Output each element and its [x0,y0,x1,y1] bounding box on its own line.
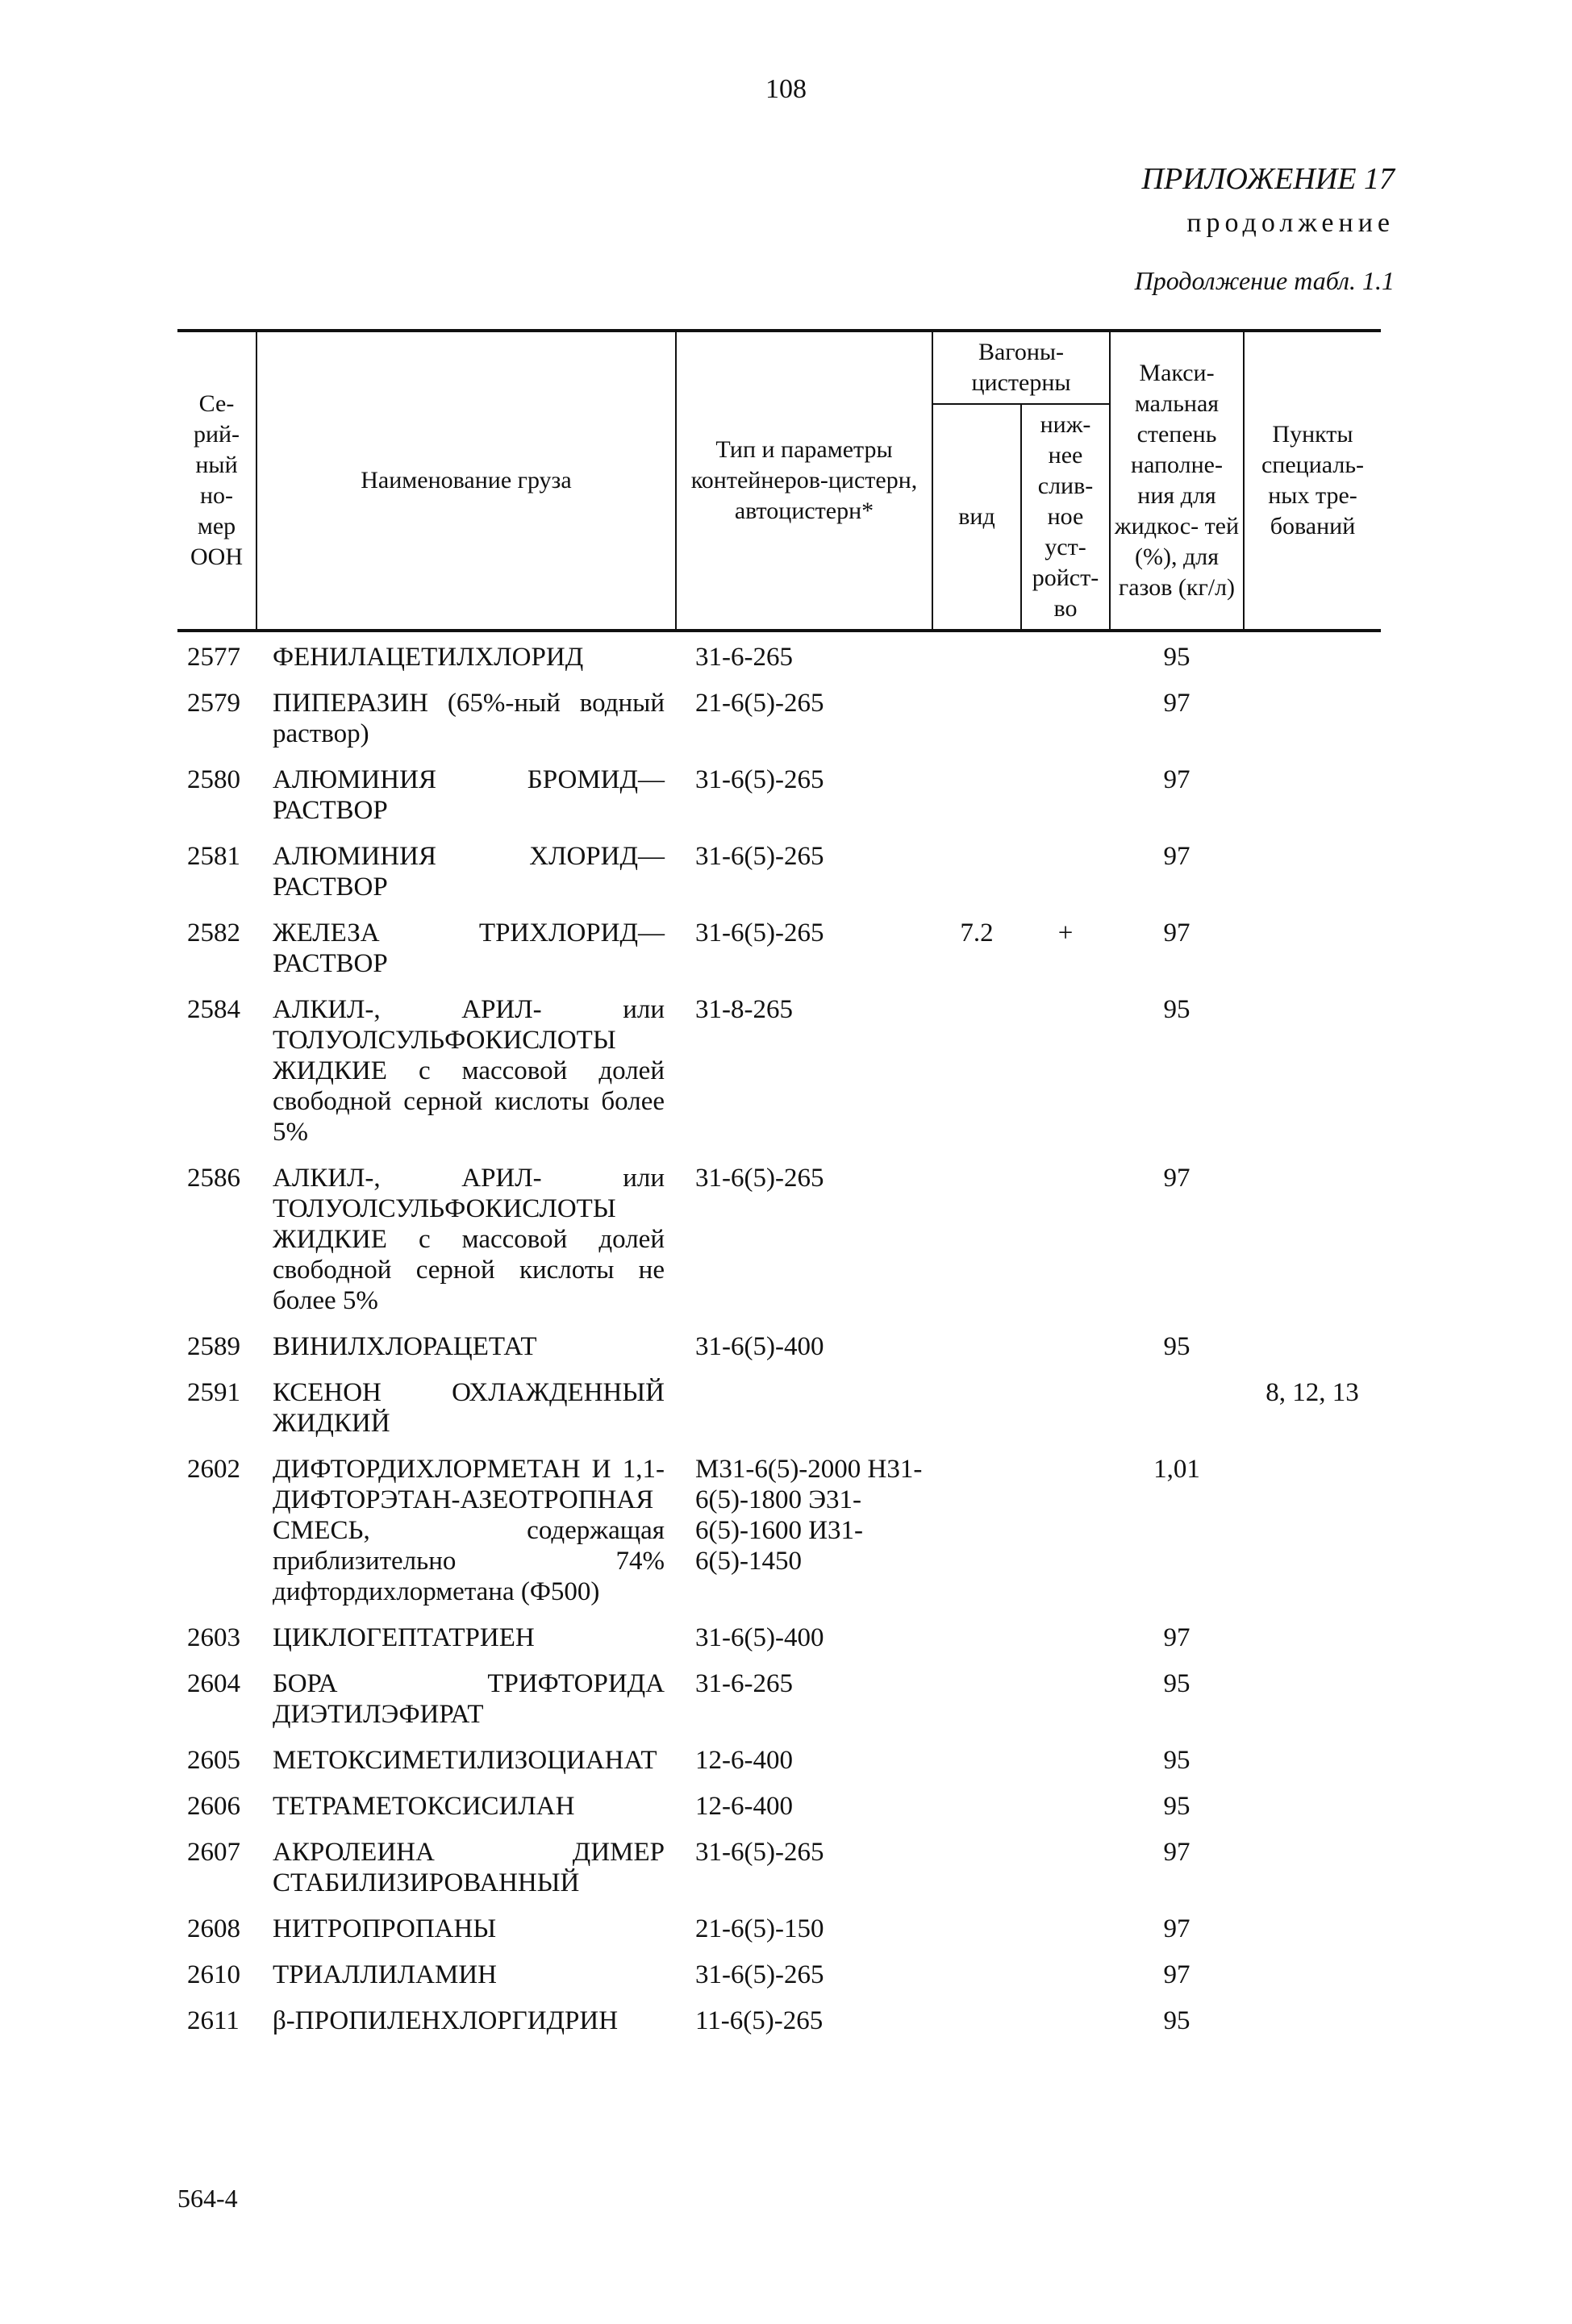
cell-cargo-name: КСЕНОН ОХЛАЖДЕННЫЙ ЖИДКИЙ [273,1378,665,1438]
cell-special-points [1244,1668,1381,1745]
cell-wagon-type [932,1622,1021,1668]
cell-bottom-drain [1021,631,1110,688]
cell-special-points [1244,994,1381,1163]
cell-bottom-drain [1021,1668,1110,1745]
cell-special-points [1244,1837,1381,1914]
table-continuation-note: Продолжение табл. 1.1 [1134,266,1395,295]
cell-cargo-name: АЛКИЛ-, АРИЛ- или ТОЛУОЛСУЛЬФОКИСЛОТЫ ЖИДКИЕ с массовой долей свободной серной кислоты более 5% [273,995,665,1147]
cell-wagon-type [932,688,1021,764]
cell-cargo-name: АЛЮМИНИЯ ХЛОРИД— РАСТВОР [273,842,665,902]
cell-wagon-type [932,1668,1021,1745]
cell-max-fill: 95 [1163,643,1190,672]
cell-max-fill: 95 [1163,995,1190,1024]
cell-tank-params [676,1377,932,1454]
cell-tank-params: 31-6(5)-400 [695,1332,824,1361]
cell-tank-params: 31-6(5)-265 [695,765,824,794]
table-row [177,1377,1381,1454]
cell-wagon-type [932,1163,1021,1331]
header-name: Наименование груза [256,331,676,631]
cell-tank-params: 31-8-265 [695,995,793,1024]
cell-max-fill [1110,1377,1244,1454]
cell-bottom-drain [1021,1454,1110,1622]
cell-cargo-name: АКРОЛЕИНА ДИМЕР СТАБИЛИЗИРОВАННЫЙ [273,1838,665,1897]
cell-serial: 2604 [187,1669,240,1698]
cell-wagon-type [932,631,1021,688]
table-row [177,918,1381,994]
table-row [177,1791,1381,1837]
header-wagons: Вагоны-цистерны [932,331,1110,404]
cell-bottom-drain [1021,1163,1110,1331]
appendix-title: ПРИЛОЖЕНИЕ 17 [1141,162,1395,196]
cell-max-fill: 95 [1163,1792,1190,1821]
cell-special-points [1244,841,1381,918]
cell-tank-params: 31-6(5)-265 [695,1960,824,1989]
cell-special-points [1244,1914,1381,1960]
cell-wagon-type [932,1745,1021,1791]
cell-serial: 2582 [187,918,240,948]
page-number: 108 [765,74,807,104]
table-row [177,1914,1381,1960]
cell-bottom-drain [1021,1837,1110,1914]
table-header [177,331,1381,631]
table-row [177,1622,1381,1668]
table-row [177,1960,1381,2005]
cell-bottom-drain [1021,764,1110,841]
cell-bottom-drain [1021,688,1110,764]
cell-tank-params: 31-6(5)-400 [695,1623,824,1652]
cell-cargo-name: ВИНИЛХЛОРАЦЕТАТ [273,1332,537,1361]
header-special-points: Пункты специаль- ных тре- бований [1244,331,1381,631]
cell-tank-params: 12-6-400 [695,1746,793,1775]
footer-code: 564-4 [177,2184,238,2213]
cell-serial: 2589 [187,1332,240,1361]
cell-cargo-name: ДИФТОРДИХЛОРМЕТАН И 1,1-ДИФТОРЭТАН-АЗЕОТРОПНАЯ СМЕСЬ, содержащая приблизительно 74% дифтордихлорметана (Ф500) [273,1455,665,1606]
cargo-table-container [177,329,1381,2051]
cell-max-fill: 97 [1163,1623,1190,1652]
cell-tank-params: 31-6(5)-265 [695,1164,824,1193]
cell-max-fill: 97 [1163,1838,1190,1867]
table-row [177,1668,1381,1745]
cell-wagon-type [932,1377,1021,1454]
cell-cargo-name: БОРА ТРИФТОРИДА ДИЭТИЛЭФИРАТ [273,1669,665,1729]
cell-bottom-drain [1021,1745,1110,1791]
table-row [177,994,1381,1163]
header-wagons-type: вид [932,404,1021,631]
cell-bottom-drain [1021,1791,1110,1837]
cell-max-fill: 97 [1163,1914,1190,1943]
header-wagons-bottom-drain: ниж- нее слив- ное уст- ройст- во [1021,404,1110,631]
cell-max-fill: 97 [1163,1164,1190,1193]
cell-cargo-name: ЦИКЛОГЕПТАТРИЕН [273,1623,535,1652]
cell-tank-params: 31-6-265 [695,1669,793,1698]
table-row [177,631,1381,688]
cell-special-points [1244,1163,1381,1331]
table-row [177,688,1381,764]
cell-wagon-type [932,1960,1021,2005]
cell-max-fill: 97 [1163,1960,1190,1989]
table-row [177,1163,1381,1331]
cell-special-points [1244,1454,1381,1622]
cell-tank-params: 31-6(5)-265 [695,1838,824,1867]
table-row [177,764,1381,841]
cell-max-fill: 95 [1163,2006,1190,2035]
cell-serial: 2611 [187,2006,240,2035]
continued-label: продолжение [1186,208,1395,238]
cell-cargo-name: АЛЮМИНИЯ БРОМИД— РАСТВОР [273,765,665,825]
cell-wagon-type [932,1791,1021,1837]
table-row [177,1454,1381,1622]
cell-bottom-drain [1021,1331,1110,1377]
cell-max-fill: 97 [1163,918,1190,948]
cell-tank-params: 11-6(5)-265 [695,2006,824,2035]
cell-bottom-drain [1021,1377,1110,1454]
cell-cargo-name: ПИПЕРАЗИН (65%-ный водный раствор) [273,689,665,748]
cell-cargo-name: ФЕНИЛАЦЕТИЛХЛОРИД [273,643,584,672]
cell-wagon-type [932,1331,1021,1377]
cell-special-points [1244,631,1381,688]
cell-max-fill: 97 [1163,689,1190,718]
cell-special-points [1244,918,1381,994]
cell-special-points [1244,1331,1381,1377]
cell-cargo-name: ТРИАЛЛИЛАМИН [273,1960,497,1989]
cell-cargo-name: ТЕТРАМЕТОКСИСИЛАН [273,1792,575,1821]
cell-serial: 2581 [187,842,240,871]
cell-cargo-name: НИТРОПРОПАНЫ [273,1914,497,1943]
cell-tank-params: М31-6(5)-2000 Н31-6(5)-1800 Э31-6(5)-1600 И31-6(5)-1450 [695,1455,923,1576]
cell-serial: 2608 [187,1914,240,1943]
cell-serial: 2580 [187,765,240,794]
cell-wagon-type: 7.2 [960,918,994,948]
cell-serial: 2584 [187,995,240,1024]
table-body [177,631,1381,2051]
cell-special-points [1244,1622,1381,1668]
cell-special-points [1244,764,1381,841]
cell-special-points [1244,1745,1381,1791]
cell-serial: 2606 [187,1792,240,1821]
table-row [177,1837,1381,1914]
cell-wagon-type [932,994,1021,1163]
table-row [177,841,1381,918]
cell-cargo-name: β-ПРОПИЛЕНХЛОРГИДРИН [273,2006,619,2035]
cell-tank-params: 31-6(5)-265 [695,842,824,871]
cell-tank-params: 31-6-265 [695,643,793,672]
cell-bottom-drain [1021,841,1110,918]
cell-cargo-name: ЖЕЛЕЗА ТРИХЛОРИД— РАСТВОР [273,918,665,978]
cargo-table [177,329,1381,2051]
cell-wagon-type [932,1914,1021,1960]
cell-bottom-drain [1021,994,1110,1163]
cell-cargo-name: АЛКИЛ-, АРИЛ- или ТОЛУОЛСУЛЬФОКИСЛОТЫ ЖИДКИЕ с массовой долей свободной серной кислоты не более 5% [273,1164,665,1315]
cell-cargo-name: МЕТОКСИМЕТИЛИЗОЦИАНАТ [273,1746,657,1775]
cell-max-fill: 97 [1163,765,1190,794]
cell-tank-params: 12-6-400 [695,1792,793,1821]
cell-max-fill: 95 [1163,1746,1190,1775]
cell-bottom-drain: + [1057,918,1074,948]
header-serial: Се- рий- ный но- мер ООН [177,331,256,631]
cell-serial: 2579 [187,689,240,718]
cell-tank-params: 31-6(5)-265 [695,918,824,948]
table-row [177,1331,1381,1377]
cell-bottom-drain [1021,1622,1110,1668]
cell-serial: 2603 [187,1623,240,1652]
table-row [177,1745,1381,1791]
cell-wagon-type [932,841,1021,918]
header-max-fill: Макси- мальная степень наполне- ния для жидкос- тей (%), для газов (кг/л) [1110,331,1244,631]
cell-serial: 2577 [187,643,240,672]
cell-wagon-type [932,1837,1021,1914]
cell-serial: 2605 [187,1746,240,1775]
cell-serial: 2602 [187,1455,240,1484]
cell-max-fill: 95 [1163,1669,1190,1698]
cell-wagon-type [932,764,1021,841]
cell-tank-params: 21-6(5)-150 [695,1914,824,1943]
header-tank-params: Тип и параметры контейнеров-цистерн, автоцистерн* [676,331,932,631]
cell-wagon-type [932,2005,1021,2051]
cell-tank-params: 21-6(5)-265 [695,689,824,718]
cell-serial: 2610 [187,1960,240,1989]
cell-serial: 2586 [187,1164,240,1193]
cell-max-fill: 97 [1163,842,1190,871]
table-row [177,2005,1381,2051]
cell-max-fill: 1,01 [1153,1455,1200,1484]
cell-wagon-type [932,1454,1021,1622]
cell-special-points [1244,688,1381,764]
cell-special-points: 8, 12, 13 [1266,1378,1359,1407]
cell-special-points [1244,2005,1381,2051]
cell-serial: 2591 [187,1378,240,1407]
cell-max-fill: 95 [1163,1332,1190,1361]
cell-special-points [1244,1791,1381,1837]
cell-serial: 2607 [187,1838,240,1867]
cell-bottom-drain [1021,1914,1110,1960]
cell-special-points [1244,1960,1381,2005]
cell-bottom-drain [1021,2005,1110,2051]
cell-bottom-drain [1021,1960,1110,2005]
